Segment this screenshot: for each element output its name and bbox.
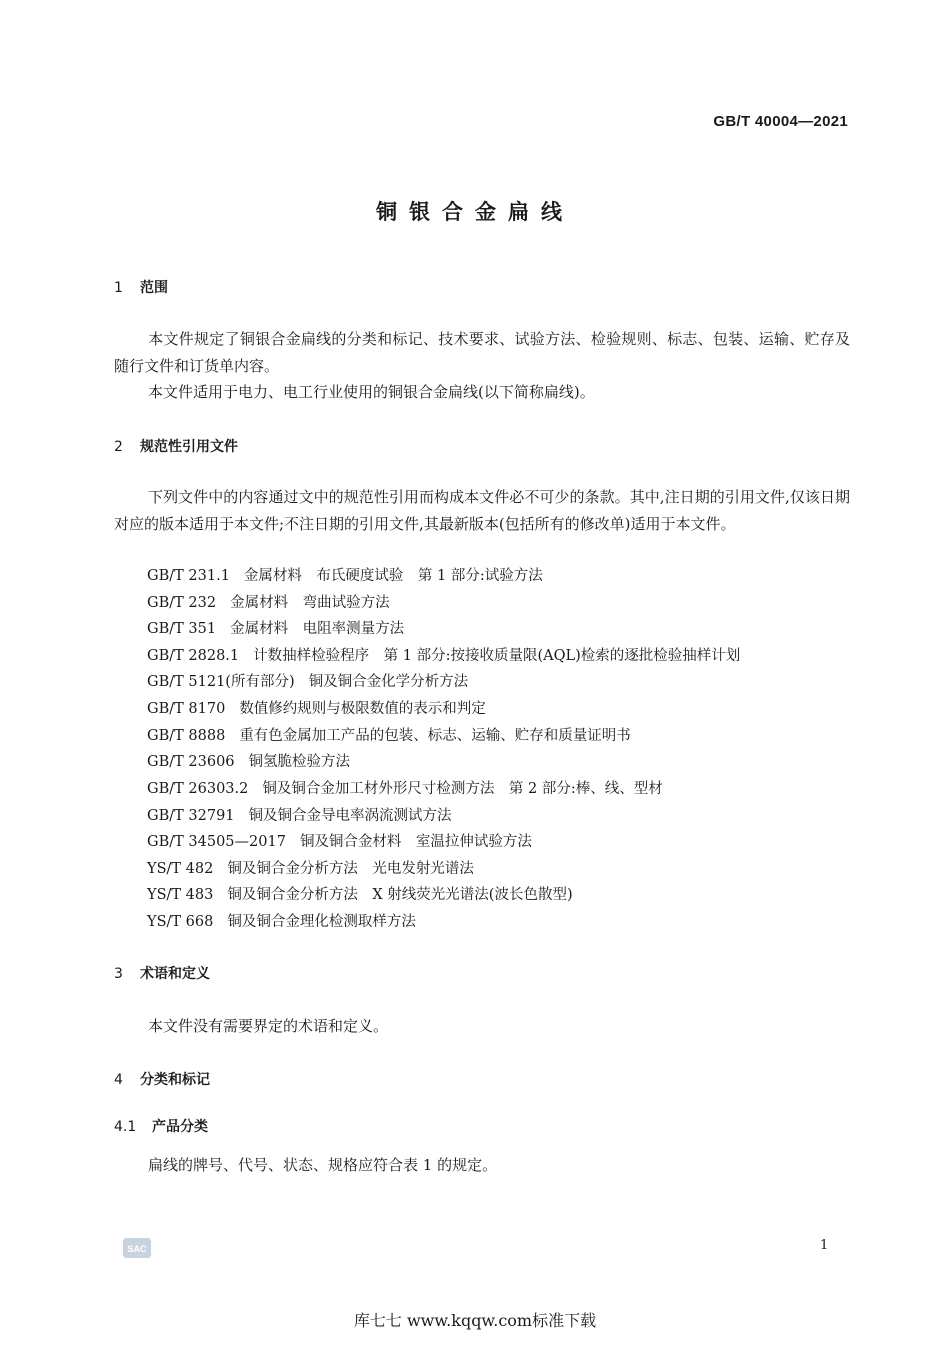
reference-code: GB/T 5121(所有部分) [147,674,295,690]
reference-code: GB/T 34505—2017 [147,834,286,850]
sac-logo-icon [123,1238,151,1258]
section-number: 3 [114,966,123,982]
section-1-paragraph-2: 本文件适用于电力、电工行业使用的铜银合金扁线(以下简称扁线)。 [148,383,595,401]
reference-item [147,726,631,746]
section-title: 产品分类 [152,1119,208,1135]
section-number: 2 [114,439,123,455]
section-title: 术语和定义 [140,966,210,982]
reference-code: YS/T 668 [147,914,214,930]
section-4-heading [114,1069,210,1089]
reference-title: 铜及铜合金导电率涡流测试方法 [248,808,452,824]
reference-code: GB/T 231.1 [147,568,230,584]
page-number: 1 [820,1238,829,1253]
reference-title: 铜及铜合金理化检测取样方法 [227,914,416,930]
section-2-heading [114,436,238,456]
reference-code: GB/T 8888 [147,728,226,744]
section-3-paragraph: 本文件没有需要界定的术语和定义。 [148,1017,389,1035]
section-number: 4 [114,1072,123,1088]
reference-title: 铜及铜合金分析方法 X 射线荧光光谱法(波长色散型) [227,887,573,903]
reference-title: 金属材料 弯曲试验方法 [230,595,390,611]
section-1-heading [114,277,168,297]
reference-item [147,699,486,719]
reference-item [147,779,663,799]
reference-code: GB/T 23606 [147,754,235,770]
reference-title: 铜及铜合金加工材外形尺寸检测方法 第 2 部分:棒、线、型材 [262,781,663,797]
reference-code: YS/T 482 [147,861,214,877]
reference-title: 铜及铜合金分析方法 光电发射光谱法 [227,861,474,877]
section-title: 范围 [140,280,168,296]
reference-title: 金属材料 布氏硬度试验 第 1 部分:试验方法 [243,568,543,584]
reference-title: 重有色金属加工产品的包装、标志、运输、贮存和质量证明书 [239,728,631,744]
reference-item [147,646,740,666]
reference-code: GB/T 2828.1 [147,648,240,664]
section-number: 4.1 [114,1119,137,1135]
reference-title: 铜及铜合金化学分析方法 [308,674,469,690]
reference-item [147,806,452,826]
section-4-1-paragraph: 扁线的牌号、代号、状态、规格应符合表 1 的规定。 [148,1156,498,1174]
reference-item [147,859,474,879]
reference-item [147,566,543,586]
document-title: 铜银合金扁线 [376,200,574,224]
reference-title: 铜氢脆检验方法 [248,754,351,770]
reference-title: 铜及铜合金材料 室温拉伸试验方法 [299,834,532,850]
section-2-intro: 下列文件中的内容通过文中的规范性引用而构成本文件必不可少的条款。其中,注日期的引用文件,仅该日期对应的版本适用于本文件;不注日期的引用文件,其最新版本(包括所有的修改单)适用于本文件。 [114,488,850,533]
section-4-1-heading [114,1116,208,1136]
reference-item [147,672,468,692]
reference-code: GB/T 8170 [147,701,226,717]
reference-title: 金属材料 电阻率测量方法 [230,621,405,637]
reference-code: GB/T 26303.2 [147,781,249,797]
reference-item [147,619,404,639]
reference-code: GB/T 232 [147,595,217,611]
standard-number: GB/T 40004—2021 [713,113,848,130]
reference-title: 计数抽样检验程序 第 1 部分:按接收质量限(AQL)检索的逐批检验抽样计划 [253,648,741,664]
reference-code: YS/T 483 [147,887,214,903]
svg-text:SAC: SAC [127,1244,147,1254]
reference-code: GB/T 32791 [147,808,235,824]
reference-item [147,752,350,772]
section-3-heading [114,963,210,983]
footer-watermark: 库七七 www.kqqw.com标准下载 [353,1311,597,1330]
reference-item [147,885,573,905]
section-title: 分类和标记 [140,1072,210,1088]
reference-item [147,832,532,852]
section-1-paragraph-1: 本文件规定了铜银合金扁线的分类和标记、技术要求、试验方法、检验规则、标志、包装、运输、贮存及随行文件和订货单内容。 [114,330,850,375]
reference-title: 数值修约规则与极限数值的表示和判定 [239,701,486,717]
reference-item [147,593,390,613]
reference-item [147,912,416,932]
reference-code: GB/T 351 [147,621,217,637]
section-title: 规范性引用文件 [140,439,238,455]
section-number: 1 [114,280,123,296]
